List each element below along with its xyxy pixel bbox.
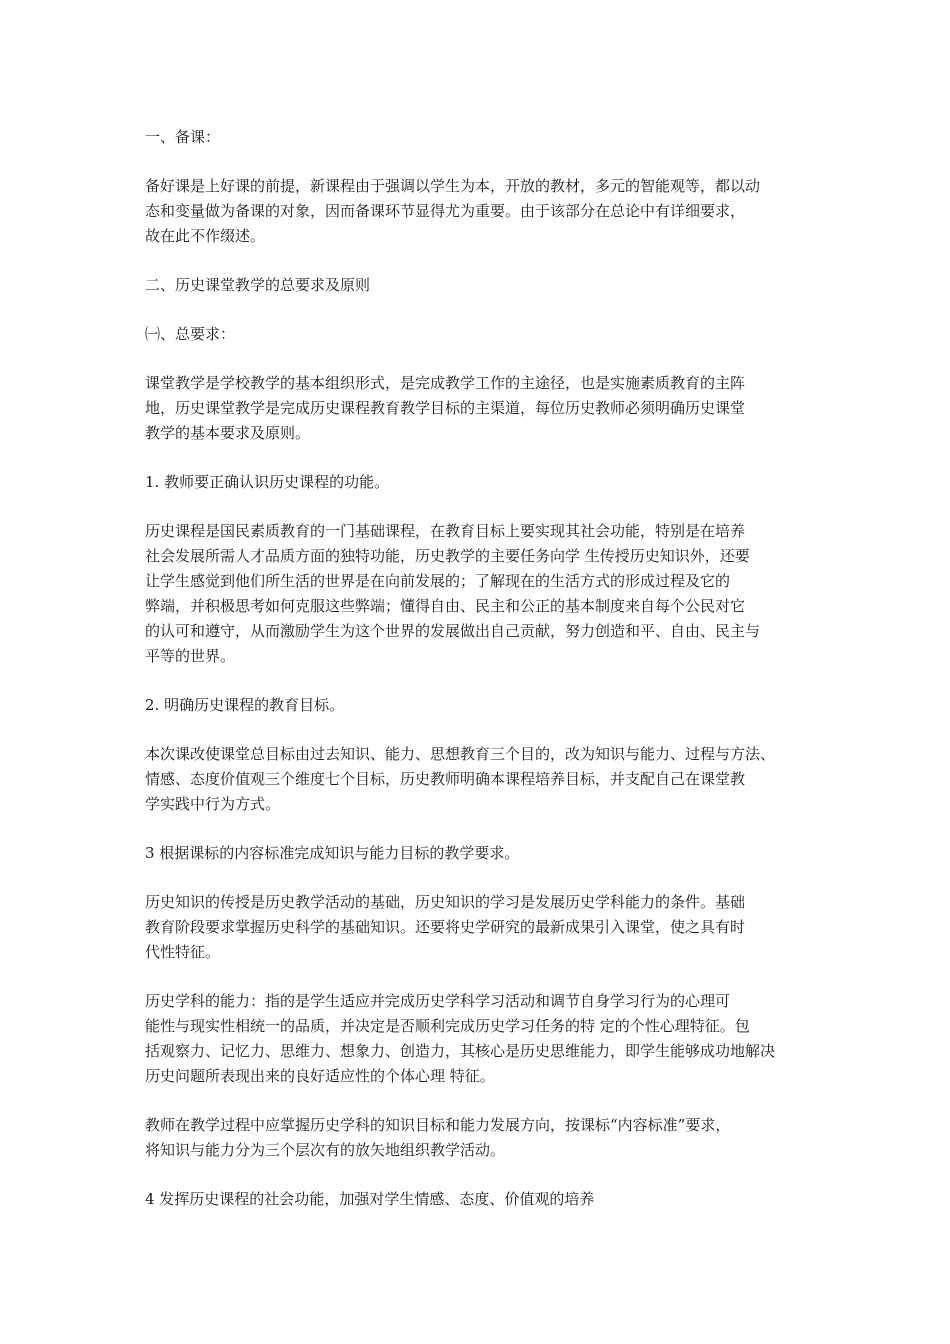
paragraph	[145, 371, 815, 446]
paragraph-line: 态和变量做为备课的对象，因而备课环节显得尤为重要。由于该部分在总论中有详细要求，	[145, 202, 746, 220]
paragraph-line: 教育阶段要求掌握历史科学的基础知识。还要将史学研究的最新成果引入课堂，使之具有时	[145, 918, 746, 936]
paragraph-line: 历史知识的传授是历史教学活动的基础，历史知识的学习是发展历史学科能力的条件。基础	[145, 893, 746, 911]
paragraph-line: 将知识与能力分为三个层次有的放矢地组织教学活动。	[145, 1141, 506, 1159]
section-heading: 4 发挥历史课程的社会功能，加强对学生情感、态度、价值观的培养	[145, 1190, 595, 1208]
paragraph-line: 历史问题所表现出来的良好适应性的个体心理 特征。	[145, 1067, 495, 1085]
paragraph-line: 备好课是上好课的前提，新课程由于强调以学生为本，开放的教材，多元的智能观等，都以动	[145, 177, 761, 195]
paragraph-line: 能性与现实性相统一的品质，并决定是否顺利完成历史学习任务的特 定的个性心理特征。包	[145, 1017, 750, 1035]
paragraph	[145, 174, 815, 249]
paragraph-line: 弊端，并积极思考如何克服这些弊端；懂得自由、民主和公正的基本制度来自每个公民对它	[145, 597, 746, 615]
paragraph-line: 历史课程是国民素质教育的一门基础课程，在教育目标上要实现其社会功能，特别是在培养	[145, 522, 746, 540]
section-heading: 二、历史课堂教学的总要求及原则	[145, 276, 371, 294]
paragraph	[145, 742, 815, 817]
paragraph	[145, 989, 815, 1089]
section-heading: ㈠、总要求：	[145, 325, 236, 343]
paragraph-line: 情感、态度价值观三个维度七个目标，历史教师明确本课程培养目标，并支配自己在课堂教	[145, 770, 746, 788]
section-heading: 3 根据课标的内容标准完成知识与能力目标的教学要求。	[145, 844, 520, 862]
document-body	[145, 125, 815, 1236]
section-heading: 一、备课：	[145, 128, 221, 146]
paragraph	[145, 519, 815, 669]
paragraph-line: 历史学科的能力：指的是学生适应并完成历史学科学习活动和调节自身学习行为的心理可	[145, 992, 731, 1010]
paragraph-line: 地，历史课堂教学是完成历史课程教育教学目标的主渠道，每位历史教师必须明确历史课堂	[145, 399, 746, 417]
section-heading: 2. 明确历史课程的教育目标。	[145, 696, 345, 714]
paragraph	[145, 1113, 815, 1163]
paragraph	[145, 890, 815, 965]
paragraph-line: 本次课改使课堂总目标由过去知识、能力、思想教育三个目的，改为知识与能力、过程与方法、	[145, 745, 776, 763]
paragraph-line: 学实践中行为方式。	[145, 795, 281, 813]
paragraph-line: 括观察力、记忆力、思维力、想象力、创造力，其核心是历史思维能力，即学生能够成功地解决	[145, 1042, 776, 1060]
paragraph-line: 教学的基本要求及原则。	[145, 424, 311, 442]
section-heading: 1. 教师要正确认识历史课程的功能。	[145, 473, 390, 491]
paragraph-line: 代性特征。	[145, 943, 221, 961]
paragraph-line: 故在此不作缀述。	[145, 227, 266, 245]
paragraph-line: 课堂教学是学校教学的基本组织形式，是完成教学工作的主途径，也是实施素质教育的主阵	[145, 374, 746, 392]
paragraph-line: 教师在教学过程中应掌握历史学科的知识目标和能力发展方向，按课标“内容标准”要求，	[145, 1116, 731, 1134]
paragraph-line: 的认可和遵守，从而激励学生为这个世界的发展做出自己贡献，努力创造和平、自由、民主与	[145, 622, 761, 640]
paragraph-line: 让学生感觉到他们所生活的世界是在向前发展的；了解现在的生活方式的形成过程及它的	[145, 572, 731, 590]
paragraph-line: 平等的世界。	[145, 647, 236, 665]
paragraph-line: 社会发展所需人才品质方面的独特功能，历史教学的主要任务向学 生传授历史知识外，还要	[145, 547, 750, 565]
